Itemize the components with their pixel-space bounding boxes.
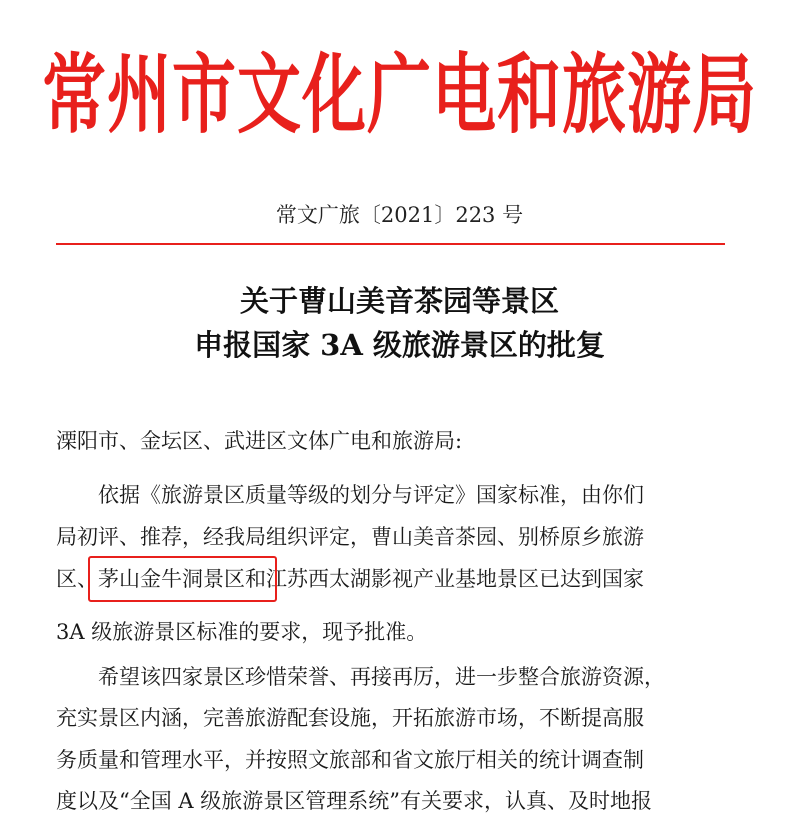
issuing-authority-title: 常州市文化广电和旅游局 (42, 44, 757, 147)
body-paragraph-line: 3A 级旅游景区标准的要求，现予批准。 (56, 620, 428, 644)
red-divider-line (56, 243, 725, 245)
body-paragraph-line: 充实景区内涵，完善旅游配套设施，开拓旅游市场，不断提高服 (56, 706, 644, 730)
subject-line-2: 申报国家 3A 级旅游景区的批复 (194, 328, 605, 362)
body-paragraph-line: 度以及“全国 A 级旅游景区管理系统”有关要求，认真、及时地报 (56, 789, 652, 813)
recipient-line: 溧阳市、金坛区、武进区文体广电和旅游局: (56, 429, 463, 453)
body-paragraph-line: 区、茅山金牛洞景区和江苏西太湖影视产业基地景区已达到国家 (56, 567, 644, 591)
body-paragraph-line: 务质量和管理水平，并按照文旅部和省文旅厅相关的统计调查制 (56, 748, 644, 772)
body-paragraph-line: 希望该四家景区珍惜荣誉、再接再厉，进一步整合旅游资源， (98, 665, 665, 689)
document-subject (0, 279, 799, 367)
subject-line-1: 关于曹山美音茶园等景区 (239, 284, 559, 318)
body-paragraph-line: 局初评、推荐，经我局组织评定，曹山美音茶园、别桥原乡旅游 (56, 525, 644, 549)
highlight-annotation-box (88, 556, 277, 602)
body-paragraph-line: 依据《旅游景区质量等级的划分与评定》国家标准，由你们 (98, 483, 644, 507)
document-number: 常文广旅〔2021〕223 号 (275, 203, 524, 227)
